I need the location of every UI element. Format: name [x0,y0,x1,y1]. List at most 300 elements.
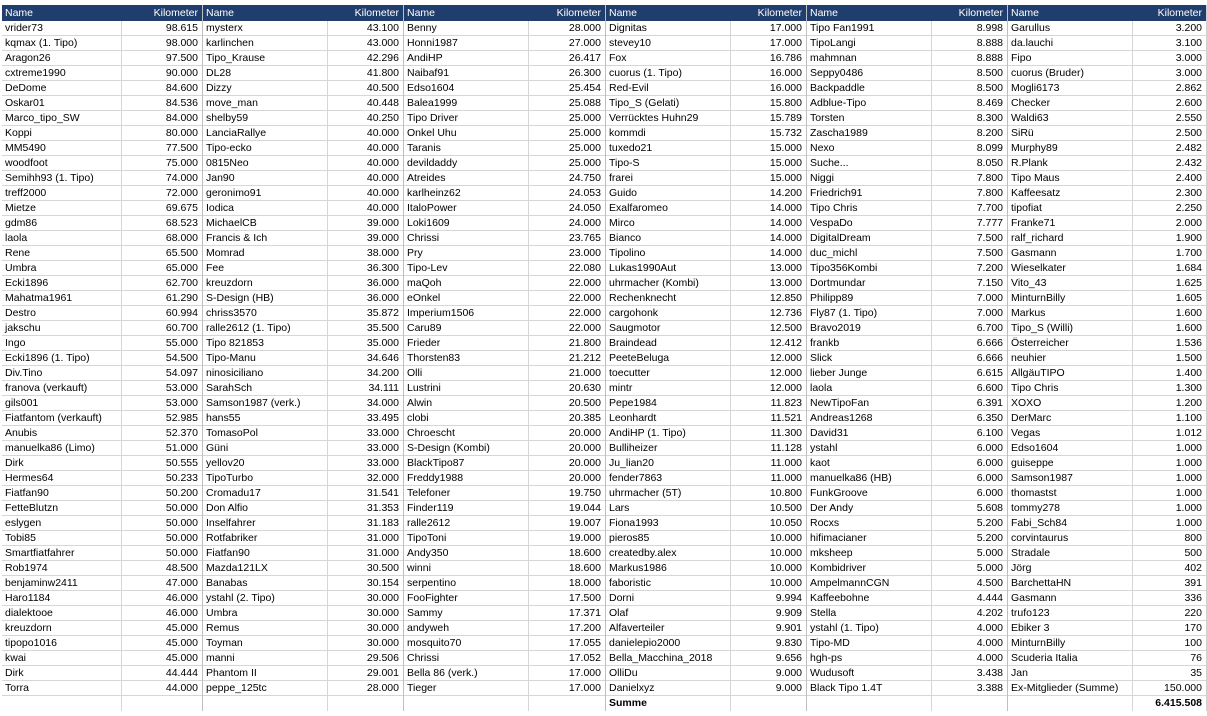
name-cell[interactable]: woodfoot [2,156,122,170]
name-cell[interactable]: guiseppe [1008,456,1133,470]
km-cell[interactable]: 14.000 [769,217,802,229]
km-cell[interactable]: 4.000 [976,652,1003,664]
km-cell[interactable]: 54.097 [165,367,198,379]
km-cell[interactable]: 14.000 [769,232,802,244]
name-cell[interactable]: Rotfabriker [203,531,328,545]
km-cell[interactable]: 6.000 [976,457,1003,469]
name-cell[interactable]: geronimo91 [203,186,328,200]
km-cell[interactable]: 40.500 [366,82,399,94]
name-cell[interactable]: yellov20 [203,456,328,470]
km-cell[interactable]: 50.000 [165,517,198,529]
km-cell[interactable]: 34.000 [366,397,399,409]
km-cell[interactable]: 10.500 [769,502,802,514]
km-cell[interactable]: 31.000 [366,547,399,559]
km-cell[interactable]: 2.000 [1175,217,1202,229]
name-cell[interactable]: S-Design (HB) [203,291,328,305]
name-cell[interactable]: Fipo [1008,51,1133,65]
total-label[interactable]: Summe [606,696,731,711]
name-cell[interactable]: Der Andy [807,501,932,515]
name-cell[interactable]: Backpaddle [807,81,932,95]
name-cell[interactable]: DL28 [203,66,328,80]
km-cell[interactable]: 3.000 [1175,67,1202,79]
name-cell[interactable]: benjaminw2411 [2,576,122,590]
km-cell[interactable]: 22.000 [568,322,601,334]
name-cell[interactable]: Österreicher [1008,336,1133,350]
km-cell[interactable]: 8.888 [976,37,1003,49]
km-cell[interactable]: 65.500 [165,247,198,259]
name-cell[interactable]: Caru89 [404,321,529,335]
name-cell[interactable]: Tipo Fan1991 [807,21,932,35]
name-cell[interactable]: stevey10 [606,36,731,50]
name-cell[interactable]: Adblue-Tipo [807,96,932,110]
km-cell[interactable]: 17.000 [568,667,601,679]
name-cell[interactable]: Andreas1268 [807,411,932,425]
name-cell[interactable]: mksheep [807,546,932,560]
km-cell[interactable]: 98.000 [165,37,198,49]
name-cell[interactable]: Friedrich91 [807,186,932,200]
km-cell[interactable]: 33.495 [366,412,399,424]
name-cell[interactable]: manuelka86 (Limo) [2,441,122,455]
km-cell[interactable]: 50.555 [165,457,198,469]
km-cell[interactable]: 45.000 [165,622,198,634]
km-cell[interactable]: 6.000 [976,442,1003,454]
km-cell[interactable]: 40.250 [366,112,399,124]
name-cell[interactable]: Scuderia Italia [1008,651,1133,665]
name-cell[interactable]: LanciaRallye [203,126,328,140]
km-cell[interactable]: 7.200 [976,262,1003,274]
name-cell[interactable]: Phantom II [203,666,328,680]
name-cell[interactable]: Ju_lian20 [606,456,731,470]
km-cell[interactable]: 14.000 [769,247,802,259]
name-cell[interactable]: Suche... [807,156,932,170]
name-cell[interactable]: Marco_tipo_SW [2,111,122,125]
empty-cell[interactable] [731,696,806,711]
km-cell[interactable]: 26.300 [568,67,601,79]
name-cell[interactable]: mahmnan [807,51,932,65]
km-cell[interactable]: 36.300 [366,262,399,274]
name-cell[interactable]: XOXO [1008,396,1133,410]
km-cell[interactable]: 77.500 [165,142,198,154]
km-cell[interactable]: 5.200 [976,517,1003,529]
name-cell[interactable]: Telefoner [404,486,529,500]
name-cell[interactable]: Kaffeesatz [1008,186,1133,200]
name-cell[interactable]: Samson1987 (verk.) [203,396,328,410]
name-cell[interactable]: manuelka86 (HB) [807,471,932,485]
name-cell[interactable]: AllgäuTIPO [1008,366,1133,380]
name-cell[interactable]: Tipo Chris [807,201,932,215]
km-cell[interactable]: 68.000 [165,232,198,244]
km-cell[interactable]: 24.750 [568,172,601,184]
name-cell[interactable]: TipoTurbo [203,471,328,485]
km-cell[interactable]: 20.000 [568,442,601,454]
km-cell[interactable]: 21.000 [568,367,601,379]
km-cell[interactable]: 35.000 [366,337,399,349]
name-cell[interactable]: PeeteBeluga [606,351,731,365]
name-cell[interactable]: maQoh [404,276,529,290]
km-cell[interactable]: 20.500 [568,397,601,409]
km-cell[interactable]: 4.000 [976,622,1003,634]
km-cell[interactable]: 40.448 [366,97,399,109]
empty-cell[interactable] [932,696,1007,711]
name-cell[interactable]: ItaloPower [404,201,529,215]
km-cell[interactable]: 12.500 [769,322,802,334]
header-name-cell[interactable]: Name [206,7,235,19]
name-cell[interactable]: MinturnBilly [1008,291,1133,305]
km-cell[interactable]: 20.000 [568,427,601,439]
header-km-cell[interactable]: Kilometer [1157,7,1202,19]
km-cell[interactable]: 7.500 [976,247,1003,259]
km-cell[interactable]: 31.353 [366,502,399,514]
name-cell[interactable]: Rene [2,246,122,260]
name-cell[interactable]: Edso1604 [1008,441,1133,455]
km-cell[interactable]: 15.800 [769,97,802,109]
km-cell[interactable]: 1.100 [1175,412,1202,424]
name-cell[interactable]: Ecki1896 (1. Tipo) [2,351,122,365]
name-cell[interactable]: Markus [1008,306,1133,320]
name-cell[interactable]: Verrücktes Huhn29 [606,111,731,125]
km-cell[interactable]: 8.099 [976,142,1003,154]
km-cell[interactable]: 48.500 [165,562,198,574]
km-cell[interactable]: 18.600 [568,562,601,574]
name-cell[interactable]: Torra [2,681,122,695]
km-cell[interactable]: 30.000 [366,592,399,604]
km-cell[interactable]: 84.000 [165,112,198,124]
name-cell[interactable]: Fee [203,261,328,275]
km-cell[interactable]: 8.888 [976,52,1003,64]
name-cell[interactable]: Destro [2,306,122,320]
name-cell[interactable]: Bella 86 (verk.) [404,666,529,680]
km-cell[interactable]: 800 [1184,532,1202,544]
header-name-cell[interactable]: Name [407,7,436,19]
km-cell[interactable]: 25.088 [568,97,601,109]
km-cell[interactable]: 12.412 [769,337,802,349]
km-cell[interactable]: 25.000 [568,157,601,169]
name-cell[interactable]: Tipo-Lev [404,261,529,275]
name-cell[interactable]: Tipo 821853 [203,336,328,350]
km-cell[interactable]: 12.850 [769,292,802,304]
name-cell[interactable]: Mazda121LX [203,561,328,575]
name-cell[interactable]: Atreides [404,171,529,185]
km-cell[interactable]: 1.400 [1175,367,1202,379]
km-cell[interactable]: 150.000 [1164,682,1202,694]
name-cell[interactable]: Haro1184 [2,591,122,605]
name-cell[interactable]: Taranis [404,141,529,155]
km-cell[interactable]: 6.100 [976,427,1003,439]
km-cell[interactable]: 1.300 [1175,382,1202,394]
name-cell[interactable]: Tobi85 [2,531,122,545]
km-cell[interactable]: 4.000 [976,637,1003,649]
name-cell[interactable]: danielepio2000 [606,636,731,650]
name-cell[interactable]: Markus1986 [606,561,731,575]
km-cell[interactable]: 2.432 [1175,157,1202,169]
name-cell[interactable]: fender7863 [606,471,731,485]
empty-cell[interactable] [807,696,932,711]
km-cell[interactable]: 62.700 [165,277,198,289]
name-cell[interactable]: FooFighter [404,591,529,605]
km-cell[interactable]: 24.053 [568,187,601,199]
km-cell[interactable]: 30.500 [366,562,399,574]
name-cell[interactable]: tipopo1016 [2,636,122,650]
km-cell[interactable]: 84.600 [165,82,198,94]
name-cell[interactable]: ralf_richard [1008,231,1133,245]
km-cell[interactable]: 220 [1184,607,1202,619]
name-cell[interactable]: Waldi63 [1008,111,1133,125]
name-cell[interactable]: MichaelCB [203,216,328,230]
name-cell[interactable]: pieros85 [606,531,731,545]
name-cell[interactable]: manni [203,651,328,665]
km-cell[interactable]: 39.000 [366,232,399,244]
km-cell[interactable]: 6.000 [976,472,1003,484]
name-cell[interactable]: Bulliheizer [606,441,731,455]
km-cell[interactable]: 33.000 [366,442,399,454]
name-cell[interactable]: Tipo Driver [404,111,529,125]
km-cell[interactable]: 14.200 [769,187,802,199]
name-cell[interactable]: Olaf [606,606,731,620]
km-cell[interactable]: 1.900 [1175,232,1202,244]
km-cell[interactable]: 1.000 [1175,472,1202,484]
name-cell[interactable]: hgh-ps [807,651,932,665]
km-cell[interactable]: 1.012 [1175,427,1202,439]
km-cell[interactable]: 7.150 [976,277,1003,289]
km-cell[interactable]: 8.050 [976,157,1003,169]
km-cell[interactable]: 3.200 [1175,22,1202,34]
km-cell[interactable]: 19.750 [568,487,601,499]
name-cell[interactable]: cuorus (1. Tipo) [606,66,731,80]
km-cell[interactable]: 10.000 [769,562,802,574]
km-cell[interactable]: 24.050 [568,202,601,214]
km-cell[interactable]: 17.000 [568,682,601,694]
name-cell[interactable]: faboristic [606,576,731,590]
km-cell[interactable]: 3.438 [976,667,1003,679]
km-cell[interactable]: 21.800 [568,337,601,349]
name-cell[interactable]: Ebiker 3 [1008,621,1133,635]
name-cell[interactable]: laola [807,381,932,395]
name-cell[interactable]: kreuzdorn [203,276,328,290]
name-cell[interactable]: Andy350 [404,546,529,560]
name-cell[interactable]: Rechenknecht [606,291,731,305]
name-cell[interactable]: Dirk [2,666,122,680]
km-cell[interactable]: 25.000 [568,127,601,139]
name-cell[interactable]: Mietze [2,201,122,215]
name-cell[interactable]: Bravo2019 [807,321,932,335]
km-cell[interactable]: 1.200 [1175,397,1202,409]
name-cell[interactable]: Bella_Macchina_2018 [606,651,731,665]
name-cell[interactable]: VespaDo [807,216,932,230]
name-cell[interactable]: Tipo_Krause [203,51,328,65]
km-cell[interactable]: 11.521 [770,412,802,424]
name-cell[interactable]: Tipo-S [606,156,731,170]
km-cell[interactable]: 45.000 [165,652,198,664]
name-cell[interactable]: Smartfiatfahrer [2,546,122,560]
km-cell[interactable]: 17.000 [769,22,802,34]
km-cell[interactable]: 8.300 [976,112,1003,124]
name-cell[interactable]: R.Plank [1008,156,1133,170]
name-cell[interactable]: andyweh [404,621,529,635]
empty-cell[interactable] [203,696,328,711]
km-cell[interactable]: 29.001 [366,667,399,679]
name-cell[interactable]: cargohonk [606,306,731,320]
km-cell[interactable]: 98.615 [165,22,198,34]
km-cell[interactable]: 1.000 [1175,442,1202,454]
km-cell[interactable]: 80.000 [165,127,198,139]
km-cell[interactable]: 3.000 [1175,52,1202,64]
km-cell[interactable]: 2.250 [1175,202,1202,214]
km-cell[interactable]: 170 [1184,622,1202,634]
km-cell[interactable]: 17.000 [769,37,802,49]
km-cell[interactable]: 34.111 [368,382,399,394]
km-cell[interactable]: 500 [1184,547,1202,559]
name-cell[interactable]: Guido [606,186,731,200]
name-cell[interactable]: AmpelmannCGN [807,576,932,590]
header-km-cell[interactable]: Kilometer [757,7,802,19]
name-cell[interactable]: franova (verkauft) [2,381,122,395]
name-cell[interactable]: S-Design (Kombi) [404,441,529,455]
km-cell[interactable]: 9.656 [775,652,802,664]
name-cell[interactable]: Hermes64 [2,471,122,485]
name-cell[interactable]: SarahSch [203,381,328,395]
km-cell[interactable]: 20.630 [568,382,601,394]
km-cell[interactable]: 6.391 [976,397,1003,409]
name-cell[interactable]: Mahatma1961 [2,291,122,305]
name-cell[interactable]: Dignitas [606,21,731,35]
km-cell[interactable]: 50.200 [165,487,198,499]
name-cell[interactable]: Olli [404,366,529,380]
km-cell[interactable]: 17.055 [568,637,601,649]
km-cell[interactable]: 31.183 [366,517,399,529]
km-cell[interactable]: 8.998 [976,22,1003,34]
name-cell[interactable]: 0815Neo [203,156,328,170]
name-cell[interactable]: Leonhardt [606,411,731,425]
name-cell[interactable]: ralle2612 (1. Tipo) [203,321,328,335]
name-cell[interactable]: Momrad [203,246,328,260]
name-cell[interactable]: Torsten [807,111,932,125]
km-cell[interactable]: 30.000 [366,622,399,634]
km-cell[interactable]: 7.000 [976,307,1003,319]
name-cell[interactable]: Gasmann [1008,246,1133,260]
km-cell[interactable]: 46.000 [165,592,198,604]
name-cell[interactable]: Jan90 [203,171,328,185]
km-cell[interactable]: 34.200 [366,367,399,379]
name-cell[interactable]: Umbra [203,606,328,620]
km-cell[interactable]: 55.000 [165,337,198,349]
km-cell[interactable]: 12.736 [769,307,802,319]
name-cell[interactable]: Honni1987 [404,36,529,50]
km-cell[interactable]: 36.000 [366,277,399,289]
name-cell[interactable]: David31 [807,426,932,440]
name-cell[interactable]: Kaffeebohne [807,591,932,605]
km-cell[interactable]: 54.500 [165,352,198,364]
name-cell[interactable]: Braindead [606,336,731,350]
km-cell[interactable]: 6.666 [976,337,1003,349]
name-cell[interactable]: peppe_125tc [203,681,328,695]
header-name-cell[interactable]: Name [5,7,34,19]
name-cell[interactable]: Tipolino [606,246,731,260]
km-cell[interactable]: 2.550 [1175,112,1202,124]
name-cell[interactable]: Saugmotor [606,321,731,335]
km-cell[interactable]: 18.600 [568,547,601,559]
name-cell[interactable]: gdm86 [2,216,122,230]
km-cell[interactable]: 8.200 [976,127,1003,139]
name-cell[interactable]: Edso1604 [404,81,529,95]
name-cell[interactable]: Tipo356Kombi [807,261,932,275]
km-cell[interactable]: 9.000 [775,667,802,679]
name-cell[interactable]: Toyman [203,636,328,650]
name-cell[interactable]: neuhier [1008,351,1133,365]
name-cell[interactable]: Frieder [404,336,529,350]
km-cell[interactable]: 25.000 [568,142,601,154]
name-cell[interactable]: Fiona1993 [606,516,731,530]
name-cell[interactable]: Aragon26 [2,51,122,65]
name-cell[interactable]: SiRü [1008,126,1133,140]
name-cell[interactable]: Jan [1008,666,1133,680]
km-cell[interactable]: 7.000 [976,292,1003,304]
km-cell[interactable]: 35.872 [366,307,399,319]
name-cell[interactable]: Freddy1988 [404,471,529,485]
name-cell[interactable]: Don Alfio [203,501,328,515]
km-cell[interactable]: 12.000 [769,367,802,379]
name-cell[interactable]: AndiHP [404,51,529,65]
km-cell[interactable]: 13.000 [769,277,802,289]
name-cell[interactable]: Philipp89 [807,291,932,305]
name-cell[interactable]: Loki1609 [404,216,529,230]
km-cell[interactable]: 50.000 [165,547,198,559]
km-cell[interactable]: 33.000 [366,457,399,469]
km-cell[interactable]: 18.000 [568,577,601,589]
km-cell[interactable]: 1.625 [1175,277,1202,289]
km-cell[interactable]: 40.000 [366,202,399,214]
name-cell[interactable]: Finder119 [404,501,529,515]
km-cell[interactable]: 9.000 [775,682,802,694]
km-cell[interactable]: 25.000 [568,112,601,124]
name-cell[interactable]: Chrissi [404,651,529,665]
name-cell[interactable]: Oskar01 [2,96,122,110]
km-cell[interactable]: 9.994 [775,592,802,604]
km-cell[interactable]: 21.212 [568,352,601,364]
name-cell[interactable]: Div.Tino [2,366,122,380]
km-cell[interactable]: 11.300 [770,427,802,439]
name-cell[interactable]: Dorni [606,591,731,605]
km-cell[interactable]: 12.000 [769,352,802,364]
km-cell[interactable]: 10.800 [769,487,802,499]
name-cell[interactable]: Dirk [2,456,122,470]
km-cell[interactable]: 4.444 [976,592,1003,604]
km-cell[interactable]: 36.000 [366,292,399,304]
km-cell[interactable]: 6.700 [976,322,1003,334]
km-cell[interactable]: 53.000 [165,382,198,394]
km-cell[interactable]: 1.605 [1175,292,1202,304]
km-cell[interactable]: 1.684 [1175,262,1202,274]
km-cell[interactable]: 22.080 [568,262,601,274]
name-cell[interactable]: kqmax (1. Tipo) [2,36,122,50]
km-cell[interactable]: 35 [1190,667,1202,679]
name-cell[interactable]: Mogli6173 [1008,81,1133,95]
name-cell[interactable]: Anubis [2,426,122,440]
name-cell[interactable]: Lars [606,501,731,515]
name-cell[interactable]: Benny [404,21,529,35]
km-cell[interactable]: 20.000 [568,472,601,484]
km-cell[interactable]: 2.862 [1175,82,1202,94]
km-cell[interactable]: 17.500 [568,592,601,604]
name-cell[interactable]: jakschu [2,321,122,335]
km-cell[interactable]: 50.233 [165,472,198,484]
km-cell[interactable]: 3.100 [1175,37,1202,49]
total-value[interactable]: 6.415.508 [1155,697,1202,709]
km-cell[interactable]: 5.608 [976,502,1003,514]
name-cell[interactable]: corvintaurus [1008,531,1133,545]
km-cell[interactable]: 30.154 [366,577,399,589]
empty-cell[interactable] [328,696,403,711]
km-cell[interactable]: 34.646 [366,352,399,364]
